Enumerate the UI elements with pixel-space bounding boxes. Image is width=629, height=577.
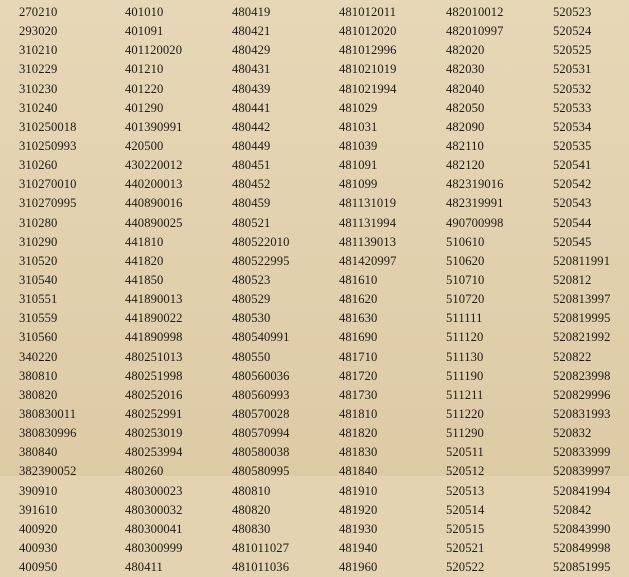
code-cell: 480459 xyxy=(232,196,271,211)
code-cell: 441850 xyxy=(125,272,164,287)
code-cell: 520843990 xyxy=(553,521,611,536)
code-cell: 480580995 xyxy=(232,464,290,479)
code-cell: 481720 xyxy=(339,368,378,383)
code-cell: 480522995 xyxy=(232,253,290,268)
code-cell: 310520 xyxy=(19,253,58,268)
code-cell: 510620 xyxy=(446,253,485,268)
code-cell: 480580038 xyxy=(232,445,290,460)
code-cell: 480421 xyxy=(232,24,271,39)
code-cell: 380830996 xyxy=(19,426,77,441)
code-cell: 480560993 xyxy=(232,387,290,402)
code-cell: 481139013 xyxy=(339,234,397,249)
code-cell: 520841994 xyxy=(553,483,611,498)
code-cell: 481830 xyxy=(339,445,378,460)
code-cell: 481012011 xyxy=(339,5,397,19)
code-cell: 482030 xyxy=(446,62,485,77)
code-cell: 480431 xyxy=(232,62,271,77)
code-column-4 xyxy=(339,3,397,577)
code-cell: 390910 xyxy=(19,483,58,498)
code-cell: 520812 xyxy=(553,272,592,287)
code-cell: 511130 xyxy=(446,349,484,364)
code-cell: 511220 xyxy=(446,406,484,421)
code-cell: 481131994 xyxy=(339,215,397,230)
code-column-2 xyxy=(125,3,183,577)
code-cell: 481730 xyxy=(339,387,378,402)
code-cell: 310230 xyxy=(19,81,58,96)
code-cell: 400930 xyxy=(19,540,58,555)
code-cell: 520839997 xyxy=(553,464,611,479)
code-cell: 520849998 xyxy=(553,540,611,555)
code-cell: 480251998 xyxy=(125,368,183,383)
code-cell: 382390052 xyxy=(19,464,77,479)
code-cell: 520523 xyxy=(553,5,592,19)
code-cell: 441890013 xyxy=(125,292,183,307)
code-cell: 510610 xyxy=(446,234,485,249)
code-cell: 310551 xyxy=(19,292,58,307)
code-cell: 480529 xyxy=(232,292,271,307)
code-cell: 520524 xyxy=(553,24,592,39)
code-cell: 480550 xyxy=(232,349,271,364)
code-cell: 520832 xyxy=(553,426,592,441)
code-cell: 481710 xyxy=(339,349,378,364)
code-cell: 310229 xyxy=(19,62,58,77)
code-cell: 441890022 xyxy=(125,311,183,326)
code-cell: 310260 xyxy=(19,158,58,173)
code-cell: 482050 xyxy=(446,100,485,115)
code-cell: 480830 xyxy=(232,521,271,536)
code-cell: 480253994 xyxy=(125,445,183,460)
code-cell: 480810 xyxy=(232,483,271,498)
code-cell: 481011036 xyxy=(232,560,290,575)
code-cell: 480300041 xyxy=(125,521,183,536)
code-cell: 520541 xyxy=(553,158,592,173)
code-cell: 481620 xyxy=(339,292,378,307)
code-cell: 520545 xyxy=(553,234,592,249)
code-cell: 481021994 xyxy=(339,81,397,96)
code-cell: 481960 xyxy=(339,560,378,575)
code-cell: 482010997 xyxy=(446,24,504,39)
code-cell: 481610 xyxy=(339,272,378,287)
code-cell: 520544 xyxy=(553,215,592,230)
code-cell: 520542 xyxy=(553,177,592,192)
code-cell: 520811991 xyxy=(553,253,611,268)
code-cell: 380810 xyxy=(19,368,58,383)
code-cell: 480820 xyxy=(232,502,271,517)
code-cell: 441820 xyxy=(125,253,164,268)
code-cell: 480300032 xyxy=(125,502,183,517)
code-cell: 480253019 xyxy=(125,426,183,441)
code-cell: 520513 xyxy=(446,483,485,498)
code-cell: 510710 xyxy=(446,272,485,287)
code-cell: 482110 xyxy=(446,138,484,153)
code-cell: 481420997 xyxy=(339,253,397,268)
code-cell: 310240 xyxy=(19,100,58,115)
code-cell: 481012996 xyxy=(339,43,397,58)
code-cell: 481810 xyxy=(339,406,378,421)
code-cell: 511211 xyxy=(446,387,484,402)
code-cell: 520842 xyxy=(553,502,592,517)
code-cell: 520829996 xyxy=(553,387,611,402)
code-cell: 482020 xyxy=(446,43,485,58)
code-cell: 310559 xyxy=(19,311,58,326)
code-cell: 480523 xyxy=(232,272,271,287)
code-cell: 481940 xyxy=(339,540,378,555)
code-cell: 520515 xyxy=(446,521,485,536)
code-cell: 380820 xyxy=(19,387,58,402)
code-column-5 xyxy=(446,3,504,577)
code-cell: 480252991 xyxy=(125,406,183,421)
code-column-1 xyxy=(19,3,77,577)
code-cell: 480570028 xyxy=(232,406,290,421)
code-cell: 401120020 xyxy=(125,43,183,58)
code-cell: 480530 xyxy=(232,311,271,326)
code-cell: 340220 xyxy=(19,349,58,364)
code-cell: 480521 xyxy=(232,215,271,230)
code-cell: 520851995 xyxy=(553,560,611,575)
code-cell: 401210 xyxy=(125,62,164,77)
code-cell: 520822 xyxy=(553,349,592,364)
code-cell: 481690 xyxy=(339,330,378,345)
code-cell: 441890998 xyxy=(125,330,183,345)
code-cell: 481131019 xyxy=(339,196,397,211)
code-cell: 401091 xyxy=(125,24,164,39)
code-cell: 401010 xyxy=(125,5,164,19)
code-cell: 511190 xyxy=(446,368,484,383)
code-cell: 480570994 xyxy=(232,426,290,441)
code-cell: 310210 xyxy=(19,43,58,58)
code-cell: 391610 xyxy=(19,502,58,517)
code-cell: 481031 xyxy=(339,119,378,134)
code-cell: 481021019 xyxy=(339,62,397,77)
code-cell: 520831993 xyxy=(553,406,611,421)
code-cell: 480441 xyxy=(232,100,271,115)
code-cell: 520819995 xyxy=(553,311,611,326)
code-cell: 511290 xyxy=(446,426,484,441)
code-cell: 481029 xyxy=(339,100,378,115)
code-cell: 400920 xyxy=(19,521,58,536)
code-cell: 481920 xyxy=(339,502,378,517)
code-cell: 380840 xyxy=(19,445,58,460)
code-cell: 480429 xyxy=(232,43,271,58)
code-cell: 480419 xyxy=(232,5,271,19)
code-cell: 310270995 xyxy=(19,196,77,211)
code-cell: 520514 xyxy=(446,502,485,517)
code-cell: 520532 xyxy=(553,81,592,96)
code-cell: 480260 xyxy=(125,464,164,479)
code-cell: 401290 xyxy=(125,100,164,115)
code-cell: 481099 xyxy=(339,177,378,192)
code-cell: 401390991 xyxy=(125,119,183,134)
code-cell: 510720 xyxy=(446,292,485,307)
code-cell: 440200013 xyxy=(125,177,183,192)
code-cell: 440890016 xyxy=(125,196,183,211)
code-cell: 520521 xyxy=(446,540,485,555)
code-cell: 293020 xyxy=(19,24,58,39)
code-cell: 310290 xyxy=(19,234,58,249)
code-cell: 480300999 xyxy=(125,540,183,555)
code-cell: 520511 xyxy=(446,445,484,460)
code-cell: 511111 xyxy=(446,311,483,326)
code-cell: 480540991 xyxy=(232,330,290,345)
code-cell: 520543 xyxy=(553,196,592,211)
code-cell: 520535 xyxy=(553,138,592,153)
code-cell: 482090 xyxy=(446,119,485,134)
code-column-6 xyxy=(553,3,611,577)
code-cell: 482010012 xyxy=(446,5,504,19)
code-cell: 310540 xyxy=(19,272,58,287)
code-cell: 270210 xyxy=(19,5,58,19)
code-cell: 310250993 xyxy=(19,138,77,153)
code-cell: 481011027 xyxy=(232,540,290,555)
code-cell: 520833999 xyxy=(553,445,611,460)
code-cell: 380830011 xyxy=(19,406,77,421)
code-cell: 520525 xyxy=(553,43,592,58)
code-cell: 480452 xyxy=(232,177,271,192)
code-cell: 310270010 xyxy=(19,177,77,192)
code-cell: 511120 xyxy=(446,330,484,345)
code-cell: 482040 xyxy=(446,81,485,96)
code-cell: 481630 xyxy=(339,311,378,326)
code-cell: 481012020 xyxy=(339,24,397,39)
code-cell: 480251013 xyxy=(125,349,183,364)
code-cell: 482120 xyxy=(446,158,485,173)
code-cell: 420500 xyxy=(125,138,164,153)
code-cell: 520531 xyxy=(553,62,592,77)
code-cell: 310560 xyxy=(19,330,58,345)
code-cell: 481840 xyxy=(339,464,378,479)
code-cell: 480560036 xyxy=(232,368,290,383)
code-cell: 520823998 xyxy=(553,368,611,383)
code-cell: 520522 xyxy=(446,560,485,575)
code-cell: 481910 xyxy=(339,483,378,498)
code-cell: 440890025 xyxy=(125,215,183,230)
code-cell: 490700998 xyxy=(446,215,504,230)
code-cell: 400950 xyxy=(19,560,58,575)
code-cell: 480449 xyxy=(232,138,271,153)
code-cell: 520813997 xyxy=(553,292,611,307)
code-cell: 520533 xyxy=(553,100,592,115)
code-cell: 430220012 xyxy=(125,158,183,173)
code-cell: 480439 xyxy=(232,81,271,96)
code-cell: 480252016 xyxy=(125,387,183,402)
code-cell: 482319991 xyxy=(446,196,504,211)
code-cell: 520821992 xyxy=(553,330,611,345)
code-cell: 481930 xyxy=(339,521,378,536)
code-cell: 401220 xyxy=(125,81,164,96)
code-cell: 481091 xyxy=(339,158,378,173)
code-cell: 480300023 xyxy=(125,483,183,498)
code-cell: 310250018 xyxy=(19,119,77,134)
code-cell: 441810 xyxy=(125,234,164,249)
code-cell: 481039 xyxy=(339,138,378,153)
code-column-3 xyxy=(232,3,290,577)
code-cell: 481820 xyxy=(339,426,378,441)
code-cell: 520534 xyxy=(553,119,592,134)
code-cell: 520512 xyxy=(446,464,485,479)
code-cell: 480442 xyxy=(232,119,271,134)
code-cell: 482319016 xyxy=(446,177,504,192)
code-cell: 480411 xyxy=(125,560,163,575)
code-cell: 480522010 xyxy=(232,234,290,249)
code-cell: 480451 xyxy=(232,158,271,173)
code-cell: 310280 xyxy=(19,215,58,230)
